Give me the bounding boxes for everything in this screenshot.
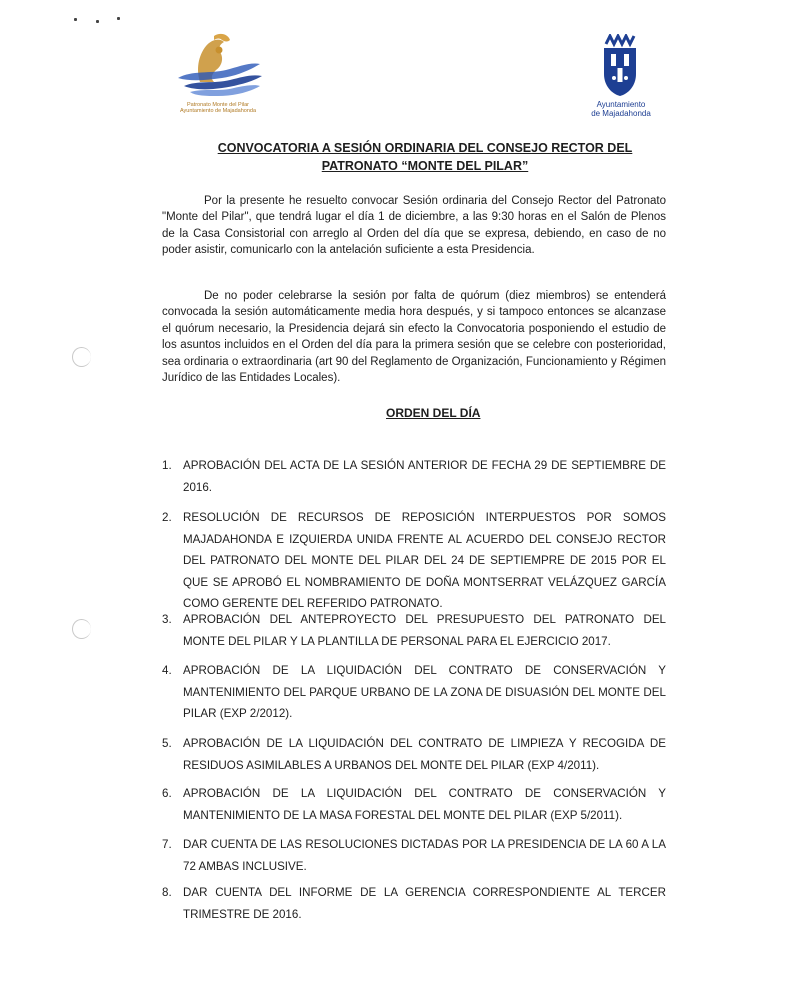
punch-hole-mark [72, 619, 91, 639]
ayuntamiento-shield-icon [602, 34, 638, 98]
agenda-item-text: DAR CUENTA DEL INFORME DE LA GERENCIA CORRESPONDIENTE AL TERCER TRIMESTRE DE 2016. [183, 886, 666, 921]
agenda-item [162, 882, 666, 925]
scan-speck [96, 20, 99, 23]
agenda-heading: ORDEN DEL DÍA [386, 406, 481, 420]
agenda-item [162, 834, 666, 877]
punch-hole-mark [72, 347, 91, 367]
agenda-item [162, 660, 666, 725]
agenda-item [162, 507, 666, 615]
document-title [180, 139, 670, 175]
agenda-item-number: 1. [162, 459, 172, 472]
ayuntamiento-logo [590, 34, 650, 120]
ayuntamiento-logo-caption: Ayuntamiento de Majadahonda [591, 100, 651, 118]
agenda-item [162, 609, 666, 652]
scan-speck [74, 18, 77, 21]
agenda-item-text: APROBACIÓN DE LA LIQUIDACIÓN DEL CONTRATO DE CONSERVACIÓN Y MANTENIMIENTO DEL PARQUE URBANO DE LA ZONA DE DISUASIÓN DEL MONTE DEL PILAR (EXP 2/2012). [183, 664, 666, 720]
title-line-2: PATRONATO “MONTE DEL PILAR” [321, 159, 529, 173]
agenda-item-number: 8. [162, 886, 172, 899]
agenda-item-number: 6. [162, 787, 172, 800]
patronato-logo [158, 30, 278, 120]
quorum-paragraph: De no poder celebrarse la sesión por falta de quórum (diez miembros) se entenderá convocada la sesión automáticamente media hora después, y si tampoco entonces se alcanzase el quórum necesario, la Presidencia dejará sin efecto la Convocatoria posponiendo el estudio de los asuntos incluidos en el Orden del día para la primera sesión que se celebre con posterioridad, sea ordinaria o extraordinaria (art 90 del Reglamento de Organización, Funcionamiento y Régimen Jurídico de las Entidades Locales). [162, 290, 666, 385]
agenda-item-number: 4. [162, 664, 172, 677]
patronato-logo-caption: Patronato Monte del Pilar Ayuntamiento de Majadahonda [179, 102, 257, 114]
agenda-item-text: APROBACIÓN DEL ACTA DE LA SESIÓN ANTERIOR DE FECHA 29 DE SEPTIEMBRE DE 2016. [183, 459, 666, 494]
agenda-item-number: 3. [162, 613, 172, 626]
agenda-item [162, 455, 666, 498]
agenda-item-text: APROBACIÓN DEL ANTEPROYECTO DEL PRESUPUESTO DEL PATRONATO DEL MONTE DEL PILAR Y LA PLANTILLA DE PERSONAL PARA EL EJERCICIO 2017. [183, 613, 666, 648]
agenda-item-text: APROBACIÓN DE LA LIQUIDACIÓN DEL CONTRATO DE CONSERVACIÓN Y MANTENIMIENTO DE LA MASA FORESTAL DEL MONTE DEL PILAR (EXP 5/2011). [183, 787, 666, 822]
patronato-emblem-icon [170, 30, 266, 102]
title-line-1: CONVOCATORIA A SESIÓN ORDINARIA DEL CONSEJO RECTOR DEL [217, 141, 633, 155]
agenda-item [162, 733, 666, 776]
agenda-item-text: DAR CUENTA DE LAS RESOLUCIONES DICTADAS POR LA PRESIDENCIA DE LA 60 A LA 72 AMBAS INCLUSIVE. [183, 838, 666, 873]
agenda-item-number: 2. [162, 511, 172, 524]
agenda-item-number: 7. [162, 838, 172, 851]
scan-speck [117, 17, 120, 20]
agenda-item-text: APROBACIÓN DE LA LIQUIDACIÓN DEL CONTRATO DE LIMPIEZA Y RECOGIDA DE RESIDUOS ASIMILABLES A URBANOS DEL MONTE DEL PILAR (EXP 4/2011). [183, 737, 666, 772]
agenda-item-number: 5. [162, 737, 172, 750]
agenda-item-text: RESOLUCIÓN DE RECURSOS DE REPOSICIÓN INTERPUESTOS POR SOMOS MAJADAHONDA E IZQUIERDA UNIDA FRENTE AL ACUERDO DEL CONSEJO RECTOR DEL PATRONATO DEL MONTE DEL PILAR DEL 24 DE SEPTIEMPRE DE 2015 POR EL QUE SE APROBÓ EL NOMBRAMIENTO DE DOÑA MONTSERRAT VELÁZQUEZ GARCÍA COMO GERENTE DEL REFERIDO PATRONATO. [183, 511, 666, 610]
agenda-item [162, 783, 666, 826]
convocation-paragraph: Por la presente he resuelto convocar Sesión ordinaria del Consejo Rector del Patronato "Monte del Pilar", que tendrá lugar el día 1 de diciembre, a las 9:30 horas en el Salón de Plenos de la Casa Consistorial con arreglo al Orden del día que se expresa, debiendo, en caso de no poder asistir, comunicarlo con la antelación suficiente a esta Presidencia. [162, 195, 666, 257]
